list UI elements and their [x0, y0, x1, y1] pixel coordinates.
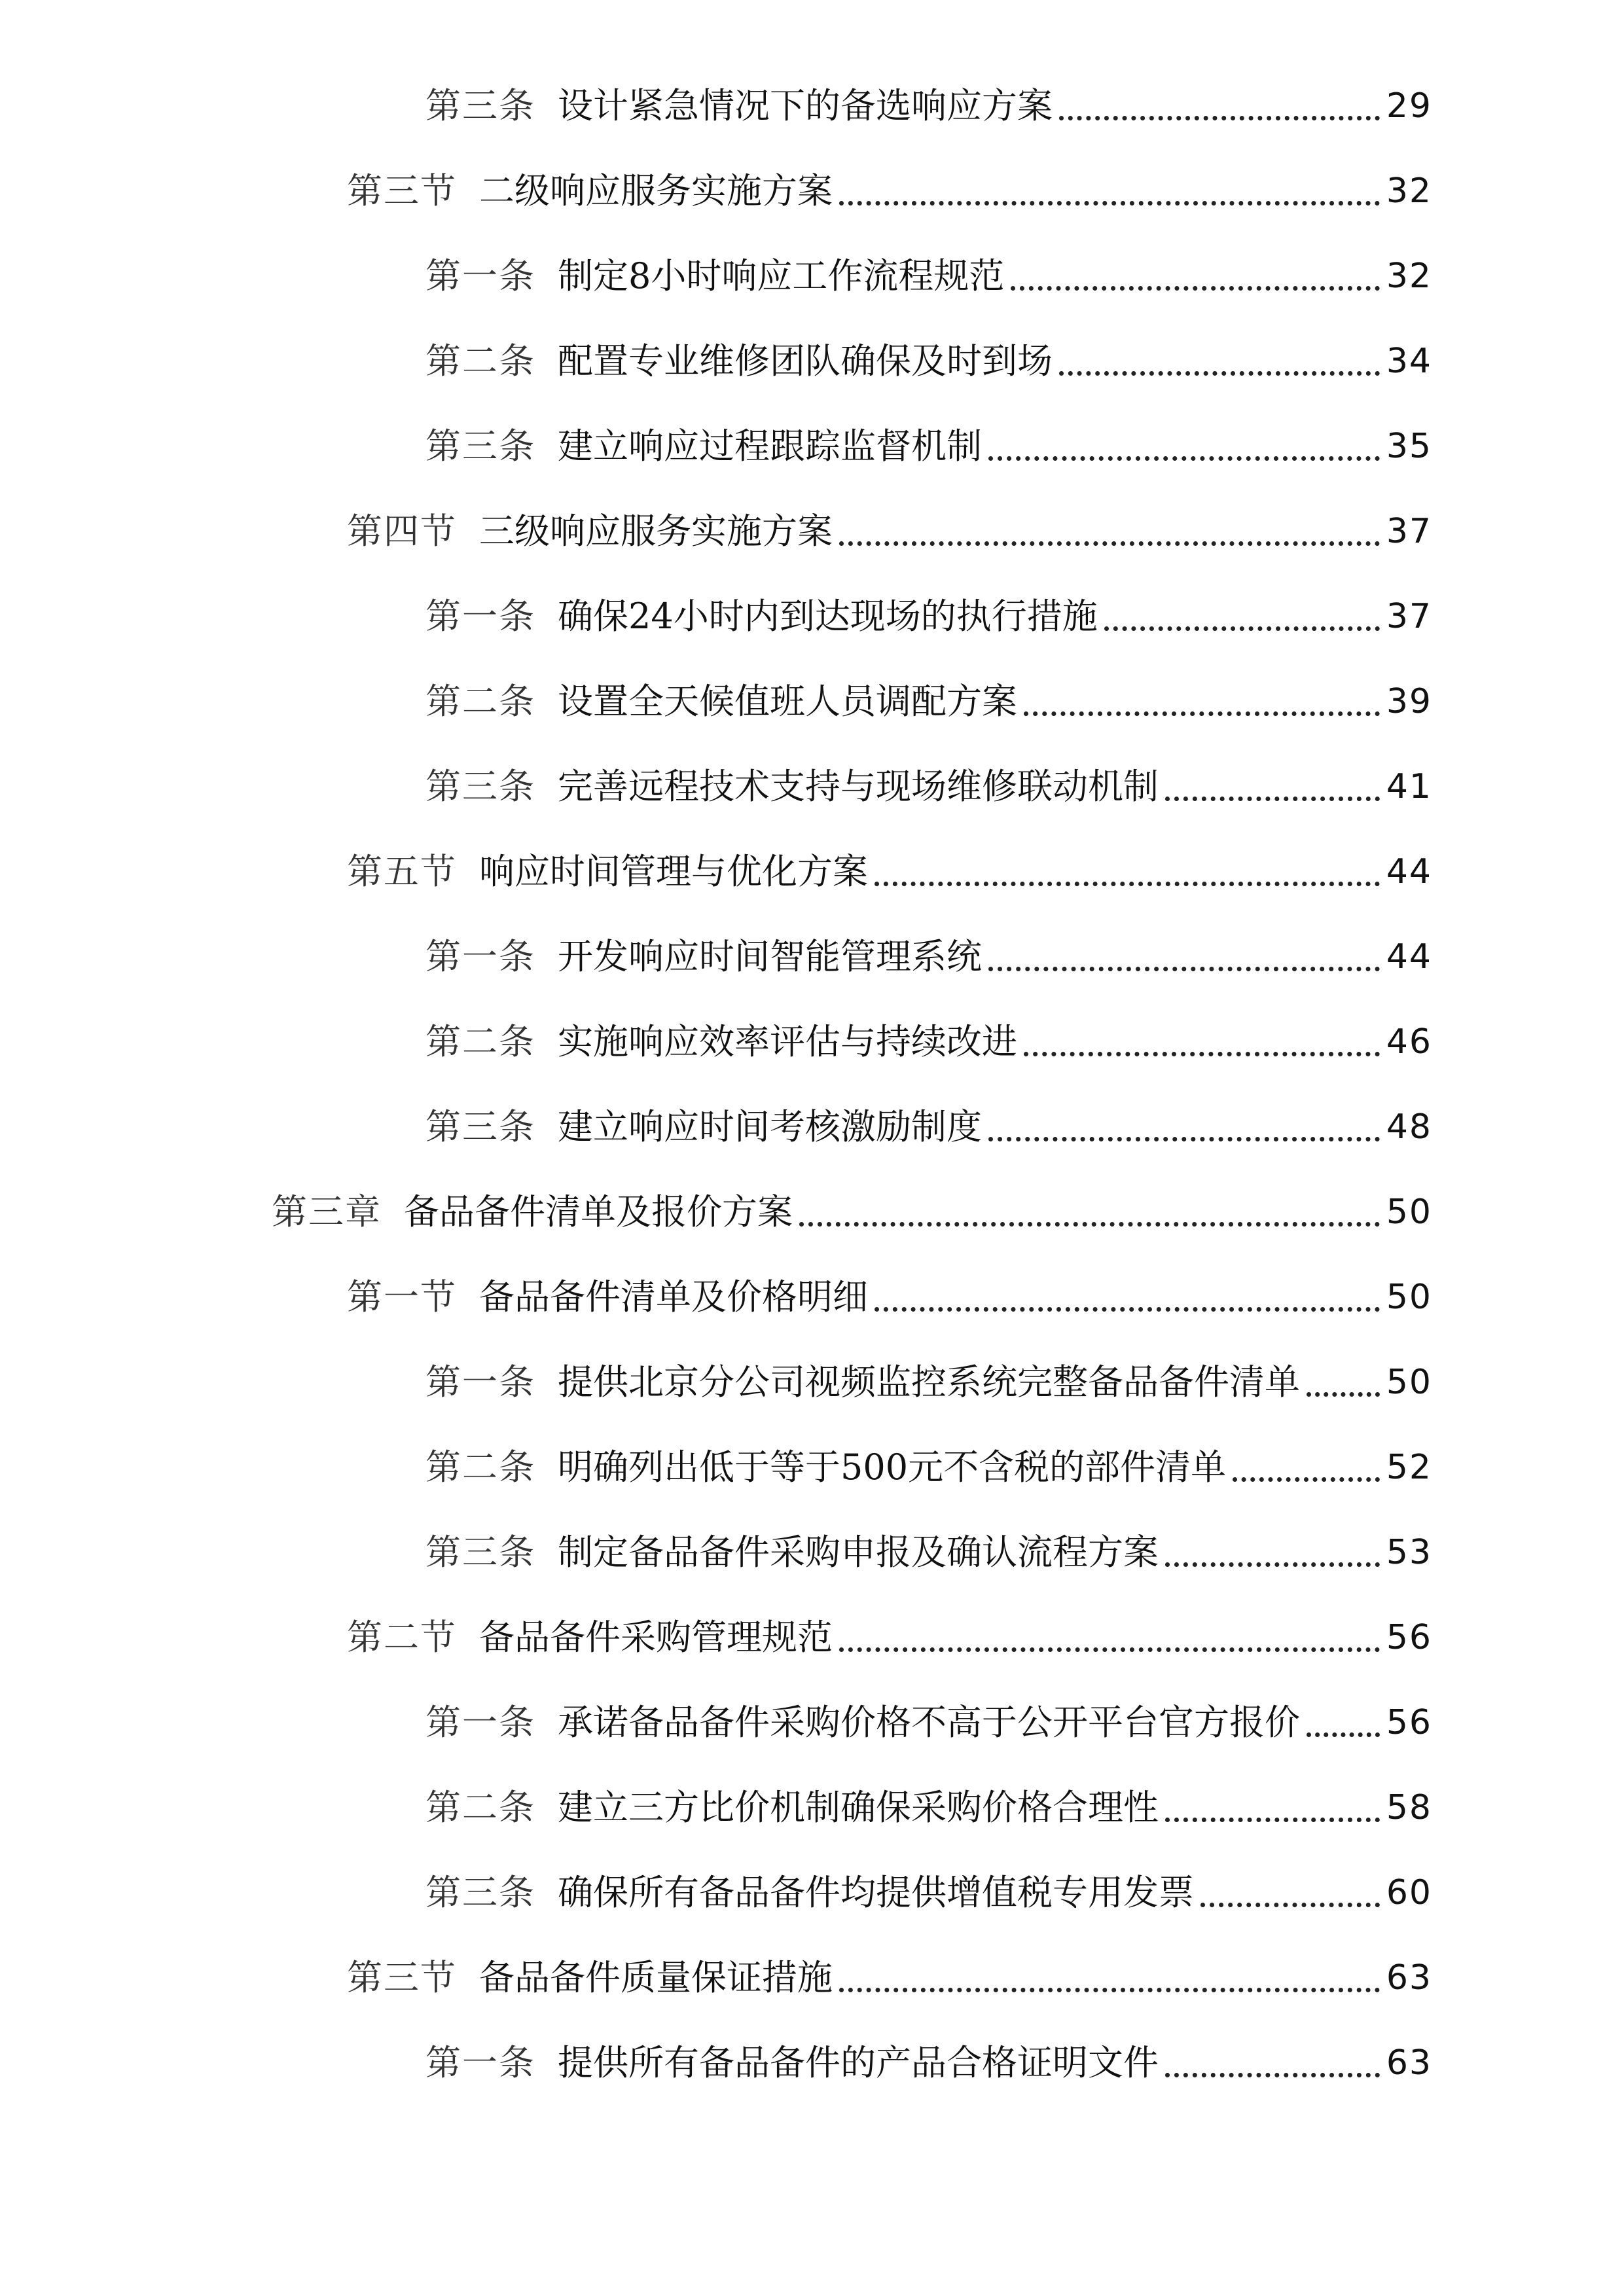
toc-entry[interactable]	[0, 499, 1624, 564]
toc-entry-title: 确保24小时内到达现场的执行措施	[558, 596, 1098, 637]
toc-entry-page: 63	[1386, 2043, 1432, 2083]
toc-entry-number: 第一条	[425, 1702, 535, 1743]
toc-entry-page: 48	[1386, 1107, 1432, 1147]
toc-entry-title: 提供所有备品备件的产品合格证明文件	[558, 2042, 1159, 2083]
toc-entry[interactable]	[0, 1435, 1624, 1500]
toc-dot-leader	[839, 1647, 1380, 1652]
toc-entry-title: 建立三方比价机制确保采购价格合理性	[558, 1787, 1159, 1828]
toc-entry-page: 37	[1386, 512, 1432, 551]
toc-entry-number: 第一条	[425, 2042, 535, 2083]
toc-dot-leader	[839, 201, 1380, 206]
toc-dot-leader	[988, 1137, 1380, 1141]
toc-entry-number: 第三章	[272, 1191, 382, 1232]
toc-dot-leader	[1011, 286, 1379, 291]
toc-entry-page: 56	[1386, 1703, 1432, 1742]
toc-entry-number: 第二条	[425, 340, 535, 382]
toc-entry-title: 开发响应时间智能管理系统	[558, 936, 982, 977]
toc-entry-page: 46	[1386, 1022, 1432, 1062]
toc-entry-number: 第三条	[425, 1106, 535, 1147]
toc-entry-title: 备品备件清单及报价方案	[404, 1191, 793, 1232]
toc-entry-page: 60	[1386, 1873, 1432, 1912]
toc-entry-title: 承诺备品备件采购价格不高于公开平台官方报价	[558, 1702, 1300, 1743]
toc-entry-number: 第一条	[425, 596, 535, 637]
toc-entry-number: 第三条	[425, 1532, 535, 1573]
toc-entry-number: 第二条	[425, 1021, 535, 1062]
toc-entry[interactable]	[0, 1094, 1624, 1160]
toc-dot-leader	[1165, 1818, 1380, 1822]
toc-entry-page: 37	[1386, 597, 1432, 636]
toc-entry-number: 第一条	[425, 936, 535, 977]
toc-entry-page: 53	[1386, 1533, 1432, 1572]
toc-entry[interactable]	[0, 584, 1624, 649]
toc-dot-leader	[1165, 797, 1380, 801]
toc-entry-page: 52	[1386, 1448, 1432, 1487]
toc-dot-leader	[1307, 1732, 1380, 1737]
toc-entry-number: 第二条	[425, 1446, 535, 1488]
toc-entry-page: 34	[1386, 342, 1432, 381]
toc-entry-title: 设计紧急情况下的备选响应方案	[558, 85, 1053, 126]
toc-entry-number: 第三条	[425, 1872, 535, 1913]
toc-entry-number: 第二条	[425, 681, 535, 722]
toc-entry-title: 制定备品备件采购申报及确认流程方案	[558, 1532, 1159, 1573]
toc-entry[interactable]	[0, 839, 1624, 905]
toc-entry-title: 完善远程技术支持与现场维修联动机制	[558, 766, 1159, 807]
toc-entry-title: 二级响应服务实施方案	[479, 170, 833, 211]
toc-dot-leader	[839, 1988, 1380, 1992]
toc-entry[interactable]	[0, 1775, 1624, 1840]
toc-dot-leader	[1165, 1562, 1380, 1567]
toc-entry-page: 39	[1386, 682, 1432, 721]
toc-entry-page: 50	[1386, 1363, 1432, 1402]
toc-entry[interactable]	[0, 243, 1624, 309]
toc-dot-leader	[875, 1307, 1380, 1312]
toc-dot-leader	[1200, 1903, 1380, 1907]
toc-entry-title: 备品备件质量保证措施	[479, 1957, 833, 1998]
toc-entry[interactable]	[0, 1690, 1624, 1755]
toc-entry[interactable]	[0, 924, 1624, 990]
toc-entry[interactable]	[0, 754, 1624, 819]
toc-entry[interactable]	[0, 1009, 1624, 1075]
toc-entry[interactable]	[0, 1860, 1624, 1926]
toc-entry-page: 56	[1386, 1618, 1432, 1657]
toc-entry[interactable]	[0, 1605, 1624, 1670]
toc-entry-number: 第五节	[347, 851, 457, 892]
toc-entry-number: 第三条	[425, 85, 535, 126]
toc-entry-page: 32	[1386, 171, 1432, 211]
toc-dot-leader	[1165, 2073, 1380, 2077]
toc-entry-title: 响应时间管理与优化方案	[479, 851, 868, 892]
toc-entry-title: 建立响应过程跟踪监督机制	[558, 425, 982, 467]
toc-entry[interactable]	[0, 329, 1624, 394]
toc-entry-title: 确保所有备品备件均提供增值税专用发票	[558, 1872, 1194, 1913]
toc-entry-title: 提供北京分公司视频监控系统完整备品备件清单	[558, 1361, 1300, 1403]
toc-entry[interactable]	[0, 1945, 1624, 2011]
toc-entry-number: 第二节	[347, 1617, 457, 1658]
toc-entry[interactable]	[0, 669, 1624, 734]
toc-entry-title: 配置专业维修团队确保及时到场	[558, 340, 1053, 382]
toc-dot-leader	[1307, 1392, 1380, 1397]
toc-entry-page: 29	[1386, 86, 1432, 126]
toc-entry[interactable]	[0, 1265, 1624, 1330]
toc-entry-title: 实施响应效率评估与持续改进	[558, 1021, 1017, 1062]
toc-entry-title: 备品备件采购管理规范	[479, 1617, 833, 1658]
toc-entry-title: 设置全天候值班人员调配方案	[558, 681, 1017, 722]
toc-entry-number: 第一节	[347, 1276, 457, 1318]
toc-entry-page: 32	[1386, 257, 1432, 296]
toc-entry-title: 制定8小时响应工作流程规范	[558, 255, 1005, 296]
toc-entry-page: 44	[1386, 852, 1432, 891]
toc-entry-number: 第二条	[425, 1787, 535, 1828]
toc-entry-title: 建立响应时间考核激励制度	[558, 1106, 982, 1147]
toc-entry-number: 第一条	[425, 1361, 535, 1403]
toc-entry-title: 备品备件清单及价格明细	[479, 1276, 868, 1318]
toc-entry[interactable]	[0, 158, 1624, 224]
toc-dot-leader	[839, 541, 1380, 546]
toc-dot-leader	[1104, 626, 1380, 631]
toc-entry-number: 第四节	[347, 511, 457, 552]
toc-entry-page: 63	[1386, 1958, 1432, 1998]
toc-dot-leader	[988, 456, 1380, 461]
toc-entry-number: 第三条	[425, 766, 535, 807]
toc-entry-page: 58	[1386, 1788, 1432, 1827]
toc-dot-leader	[1233, 1477, 1380, 1482]
toc-entry-number: 第三条	[425, 425, 535, 467]
toc-entry-page: 44	[1386, 937, 1432, 977]
toc-entry-page: 41	[1386, 767, 1432, 806]
toc-entry[interactable]	[0, 414, 1624, 479]
toc-dot-leader	[875, 882, 1380, 886]
toc-entry-page: 35	[1386, 427, 1432, 466]
toc-entry[interactable]	[0, 73, 1624, 139]
toc-entry-page: 50	[1386, 1278, 1432, 1317]
toc-entry-number: 第三节	[347, 1957, 457, 1998]
toc-dot-leader	[988, 967, 1380, 971]
toc-dot-leader	[1024, 1052, 1380, 1056]
toc-entry-number: 第一条	[425, 255, 535, 296]
toc-entry[interactable]	[0, 1179, 1624, 1245]
toc-entry-page: 50	[1386, 1193, 1432, 1232]
toc-entry[interactable]	[0, 2030, 1624, 2096]
toc-dot-leader	[1024, 711, 1380, 716]
toc-entry[interactable]	[0, 1520, 1624, 1585]
toc-entry-title: 明确列出低于等于500元不含税的部件清单	[558, 1446, 1227, 1488]
toc-dot-leader	[799, 1222, 1380, 1227]
toc-entry-title: 三级响应服务实施方案	[479, 511, 833, 552]
toc-entry[interactable]	[0, 1350, 1624, 1415]
toc-dot-leader	[1059, 116, 1380, 120]
toc-dot-leader	[1059, 371, 1380, 376]
toc-entry-number: 第三节	[347, 170, 457, 211]
